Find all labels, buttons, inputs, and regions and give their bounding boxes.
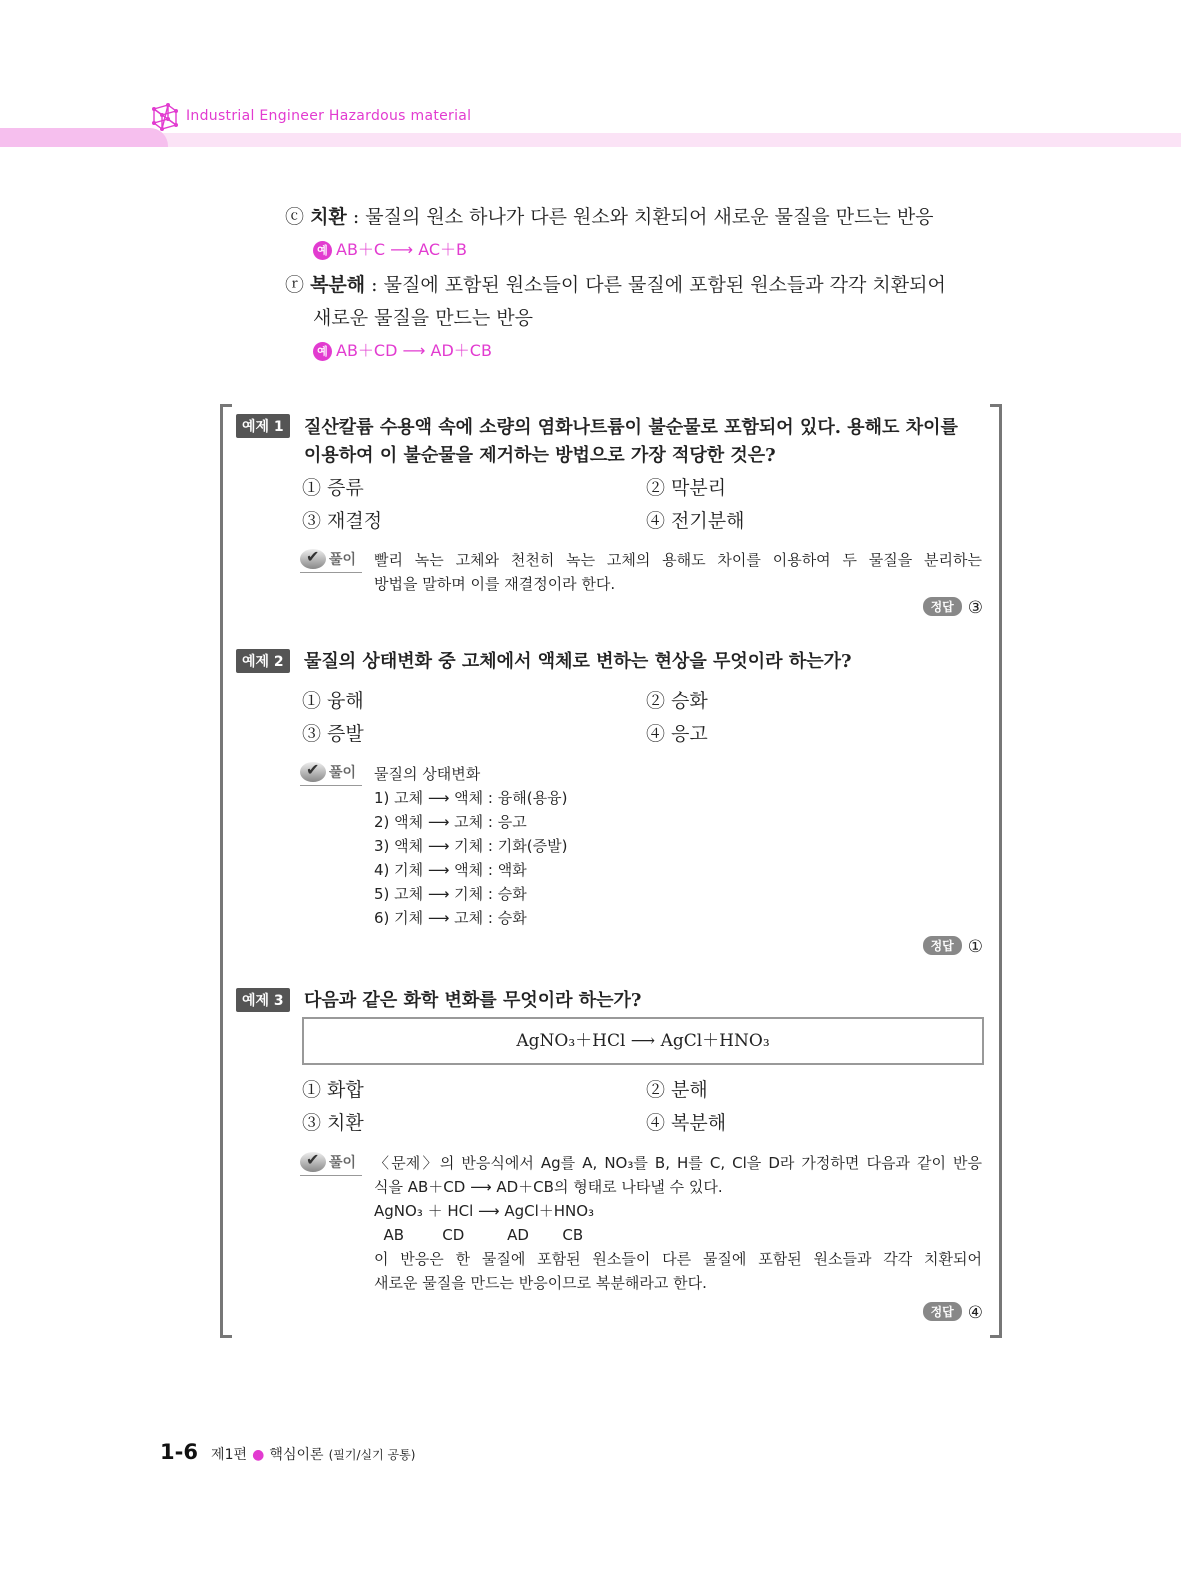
molecule-icon <box>148 101 180 133</box>
concept-term: 복분해 <box>310 274 366 296</box>
question-text: 이용하여 이 불순물을 제거하는 방법으로 가장 적당한 것은? <box>304 445 776 466</box>
option: ④ 응고 <box>646 723 708 745</box>
question-text: 질산칼륨 수용액 속에 소량의 염화나트륨이 불순물로 포함되어 있다. 용해도 차이를 <box>304 417 958 438</box>
answer <box>923 1302 983 1323</box>
answer-label: 정답 <box>923 597 962 616</box>
solution-icon: ✔ 풀이 <box>300 547 362 571</box>
formula: AB＋C ⟶ AC＋B <box>336 240 468 259</box>
example-badge: 예제 3 <box>236 988 290 1012</box>
header-title: Industrial Engineer Hazardous material <box>186 108 472 124</box>
option: ③ 재결정 <box>302 510 383 532</box>
equation-box <box>302 1017 984 1065</box>
solution-text: 〈문제〉의 반응식에서 Ag를 A, NO₃를 B, H를 C, Cl을 D라 가정하면 다음과 같이 반응 식을 AB＋CD ⟶ AD＋CB의 형태로 나타낼 수 있다. AgNO₃ ＋ HCl ⟶ AgCl＋HNO₃ AB CD AD CB 이 반응은 한 물질에 포함된 원소들이 다른 물질에 포함된 원소들과 각각 치환되어 새로운 물질을 만드는 반응이므로 복분해라고 한다. <box>374 1154 982 1292</box>
answer-label: 정답 <box>923 936 962 955</box>
solution-text: 빨리 녹는 고체와 천천히 녹는 고체의 용해도 차이를 이용하여 두 물질을 분리하는 방법을 말하며 이를 재결정이라 한다. <box>374 551 982 593</box>
concept-marker: ⓒ <box>285 206 305 228</box>
option: ① 증류 <box>302 477 364 499</box>
question-text: 다음과 같은 화학 변화를 무엇이라 하는가? <box>304 990 642 1011</box>
option: ④ 전기분해 <box>646 510 745 532</box>
option: ③ 치환 <box>302 1112 364 1134</box>
solution-icon: ✔ 풀이 <box>300 1150 362 1174</box>
bullet-dot: ● <box>252 1447 265 1463</box>
concept-double-displacement <box>285 270 946 297</box>
concept-desc: : 물질에 포함된 원소들이 다른 물질에 포함된 원소들과 각각 치환되어 <box>365 274 946 296</box>
equation: AgNO₃＋HCl ⟶ AgCl＋HNO₃ <box>516 1031 770 1051</box>
option: ① 화합 <box>302 1079 364 1101</box>
chapter-subtitle: (필기/실기 공통) <box>328 1448 416 1462</box>
example-badge: 예제 2 <box>236 649 290 673</box>
box-bracket-right <box>990 404 1002 1338</box>
part-label: 제1편 <box>211 1447 248 1463</box>
answer <box>923 597 983 618</box>
solution-text: 물질의 상태변화 1) 고체 ⟶ 액체 : 융해(용융) 2) 액체 ⟶ 고체 : 응고 3) 액체 ⟶ 기체 : 기화(증발) 4) 기체 ⟶ 액체 : 액화 5) 고체 ⟶ 기체 : 승화 6) 기체 ⟶ 고체 : 승화 <box>374 765 568 927</box>
concept-desc-cont: 새로운 물질을 만드는 반응 <box>313 307 534 329</box>
option: ② 승화 <box>646 690 708 712</box>
option: ③ 증발 <box>302 723 364 745</box>
example-formula-double-displacement <box>313 338 492 361</box>
concept-substitution <box>285 202 934 229</box>
concept-term: 치환 <box>310 206 347 228</box>
concept-marker: ⓡ <box>285 274 305 296</box>
option: ④ 복분해 <box>646 1112 727 1134</box>
answer-label: 정답 <box>923 1302 962 1321</box>
example-icon: 예 <box>313 241 332 260</box>
question-text: 물질의 상태변화 중 고체에서 액체로 변하는 현상을 무엇이라 하는가? <box>304 651 852 672</box>
header-tab <box>0 128 168 147</box>
box-bracket-left <box>220 404 232 1338</box>
example-formula-substitution <box>313 237 467 260</box>
answer-value: ① <box>967 937 983 957</box>
option: ② 막분리 <box>646 477 727 499</box>
header-band <box>0 133 1181 147</box>
chapter-title: 핵심이론 <box>269 1447 324 1463</box>
example-badge: 예제 1 <box>236 414 290 438</box>
page-footer <box>160 1440 415 1464</box>
answer-value: ④ <box>967 1303 983 1323</box>
option: ② 분해 <box>646 1079 708 1101</box>
formula: AB＋CD ⟶ AD＋CB <box>336 341 492 360</box>
solution-icon: ✔ 풀이 <box>300 760 362 784</box>
page-number: 1-6 <box>160 1440 198 1464</box>
answer <box>923 936 983 957</box>
option: ① 융해 <box>302 690 364 712</box>
answer-value: ③ <box>967 598 983 618</box>
example-icon: 예 <box>313 342 332 361</box>
concept-desc: : 물질의 원소 하나가 다른 원소와 치환되어 새로운 물질을 만드는 반응 <box>346 206 934 228</box>
